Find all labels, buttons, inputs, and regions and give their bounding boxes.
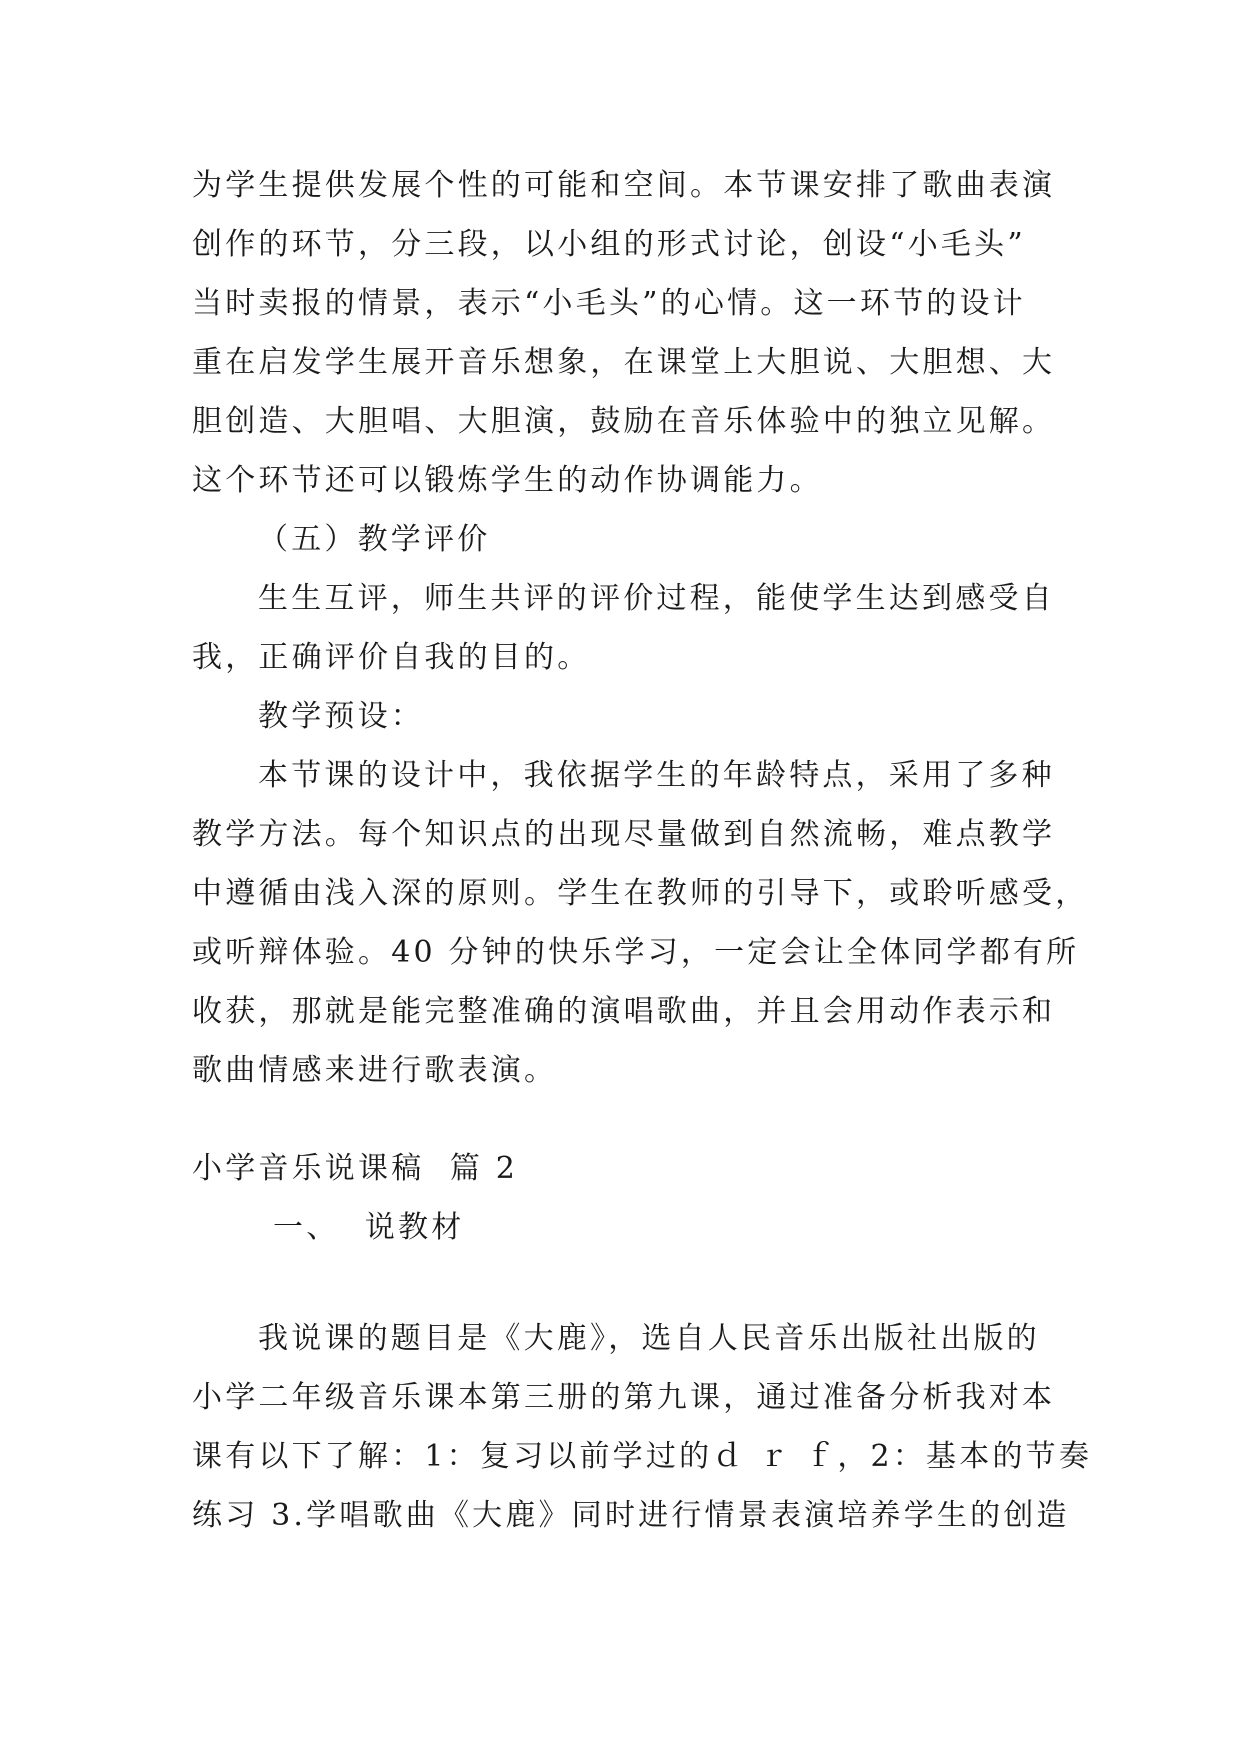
paragraph-line: 这个环节还可以锻炼学生的动作协调能力。 xyxy=(192,463,823,498)
paragraph-line: 我说课的题目是《大鹿》，选自人民音乐出版社出版的 xyxy=(258,1321,1040,1356)
paragraph-line: 创作的环节，分三段，以小组的形式讨论，创设“小毛头” xyxy=(192,227,1026,262)
paragraph-line: 或听辩体验。40 分钟的快乐学习，一定会让全体同学都有所 xyxy=(192,935,1080,970)
paragraph-line: 练习 3.学唱歌曲《大鹿》同时进行情景表演培养学生的创造 xyxy=(192,1498,1070,1533)
paragraph-line: 歌曲情感来进行歌表演。 xyxy=(192,1053,558,1088)
section-heading-evaluation: （五）教学评价 xyxy=(258,522,491,557)
paragraph-line: 中遵循由浅入深的原则。学生在教师的引导下，或聆听感受， xyxy=(192,876,1089,911)
section-heading-preset: 教学预设： xyxy=(258,699,424,734)
article-subheading: 一、 说教材 xyxy=(273,1210,465,1245)
paragraph-line: 当时卖报的情景，表示“小毛头”的心情。这一环节的设计 xyxy=(192,286,1026,321)
paragraph-line: 收获，那就是能完整准确的演唱歌曲，并且会用动作表示和 xyxy=(192,994,1056,1029)
paragraph-line: 本节课的设计中，我依据学生的年龄特点，采用了多种 xyxy=(258,758,1055,793)
paragraph-line: 为学生提供发展个性的可能和空间。本节课安排了歌曲表演 xyxy=(192,168,1056,203)
paragraph-line: 重在启发学生展开音乐想象，在课堂上大胆说、大胆想、大 xyxy=(192,345,1056,380)
paragraph-line: 小学二年级音乐课本第三册的第九课，通过准备分析我对本 xyxy=(192,1380,1056,1415)
paragraph-line: 教学方法。每个知识点的出现尽量做到自然流畅，难点教学 xyxy=(192,817,1056,852)
paragraph-line: 我，正确评价自我的目的。 xyxy=(192,640,591,675)
paragraph-line: 课有以下了解：1：复习以前学过的ｄ ｒ ｆ，2：基本的节奏 xyxy=(192,1439,1093,1474)
paragraph-line: 胆创造、大胆唱、大胆演，鼓励在音乐体验中的独立见解。 xyxy=(192,404,1056,439)
paragraph-line: 生生互评，师生共评的评价过程，能使学生达到感受自 xyxy=(258,581,1055,616)
article-title: 小学音乐说课稿 篇 2 xyxy=(192,1151,519,1186)
